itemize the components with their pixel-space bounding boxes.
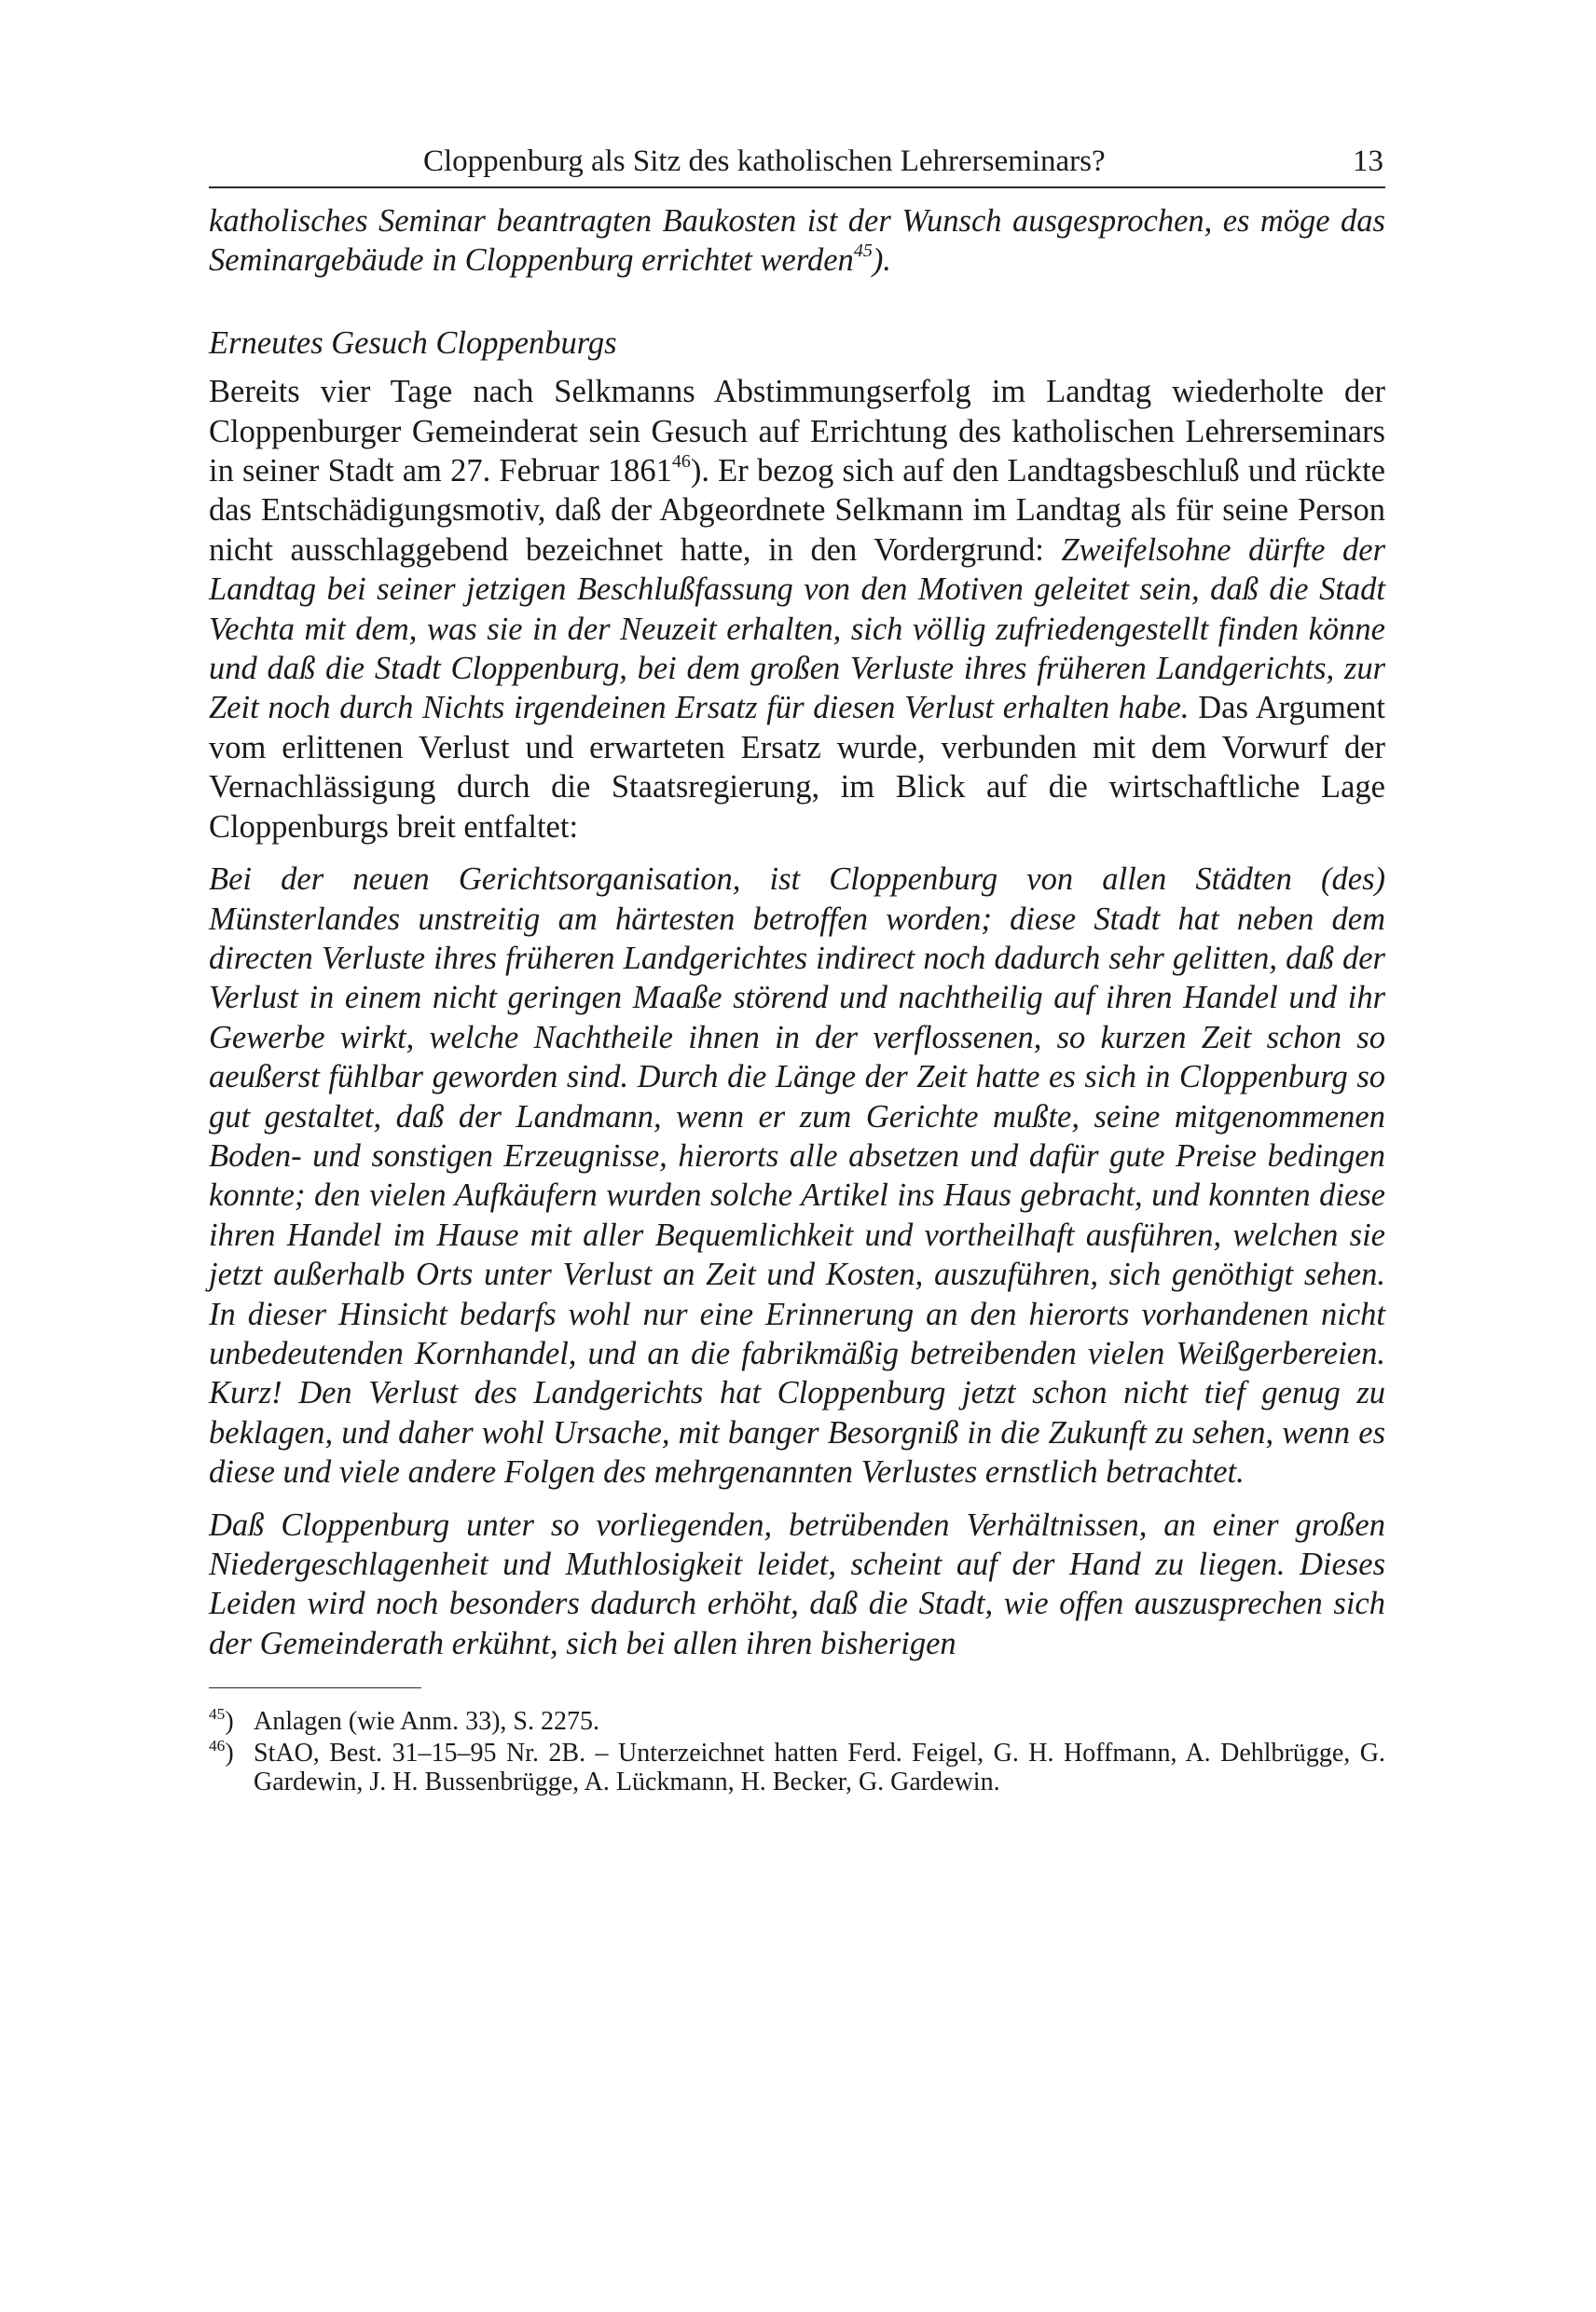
footnote-divider (209, 1687, 421, 1688)
paragraph-continuation (209, 201, 1385, 281)
footnote-number-paren: ) (225, 1739, 234, 1768)
document-page (209, 140, 1385, 1796)
footnote-number-paren: ) (225, 1707, 234, 1737)
inline-quote: Zweifelsohne dürfte der Landtag bei seiner jetzigen Beschlußfassung von den Motiven geleitet sein, daß die Stadt Vechta mit dem, was sie in der Neuzeit erhalten, sich völlig zufriedengestellt finden könne und daß die Stadt Cloppenburg, bei dem großen Verluste ihres früheren Landgerichts, zur Zeit noch durch Nichts irgendeinen Ersatz für diesen Verlust erhalten habe. (209, 531, 1386, 726)
section-subheading: Erneutes Gesuch Cloppenburgs (209, 324, 617, 361)
footnote-45 (209, 1707, 1385, 1739)
paragraph-continuation-text: katholisches Seminar beantragten Baukosten ist der Wunsch ausgesprochen, es möge das Seminargebäude in Cloppenburg errichtet werden (209, 203, 1385, 279)
paragraph-main-text-c: Das Argument vom erlittenen Verlust und erwarteten Ersatz wurde, verbunden mit dem Vorwurf der Vernachlässigung durch die Staatsregierung, im Blick auf die wirtschaftliche Lage Cloppenburgs breit entfaltet: (209, 690, 1385, 845)
paragraph-main (209, 372, 1385, 846)
footnote-46 (209, 1739, 1385, 1796)
block-quote-1: Bei der neuen Gerichtsorganisation, ist Cloppenburg von allen Städten (des) Münsterlandes unstreitig am härtesten betroffen worden; diese Stadt hat neben dem directen Verluste ihres früheren Landgerichtes indirect noch dadurch sehr gelitten, daß der Verlust in einem nicht geringen Maaße störend und nachtheilig auf ihren Handel und ihr Gewerbe wirkt, welche Nachtheile ihnen in der verflossenen, so kurzen Zeit schon so aeußerst fühlbar geworden sind. Durch die Länge der Zeit hatte es sich in Cloppenburg so gut gestaltet, daß der Landmann, wenn er zum Gerichte mußte, seine mitgenommenen Boden- und sonstigen Erzeugnisse, hierorts alle absetzen und dafür gute Preise bedingen konnte; den vielen Aufkäufern wurden solche Artikel ins Haus gebracht, und konnten diese ihren Handel im Hause mit aller Bequemlichkeit und vortheilhaft ausführen, welchen sie jetzt außerhalb Orts unter Verlust an Zeit und Kosten, auszuführen, sich genöthigt sehen. In dieser Hinsicht bedarfs wohl nur eine Erinnerung an den hierorts vorhandenen nicht unbedeutenden Kornhandel, und an die fabrikmäßig betreibenden vielen Weißgerbereien. Kurz! Den Verlust des Landgerichts hat Cloppenburg jetzt schon nicht tief genug zu beklagen, und daher wohl Ursache, mit banger Besorgniß in die Zukunft zu sehen, wenn es diese und viele andere Folgen des mehrgenannten Verlustes ernstlich betrachtet. (209, 861, 1385, 1491)
running-title: Cloppenburg als Sitz des katholischen Lehrerseminars? (423, 144, 1106, 178)
block-quote-2: Daß Cloppenburg unter so vorliegenden, betrübenden Verhältnissen, an einer großen Niedergeschlagenheit und Muthlosigkeit leidet, scheint auf der Hand zu liegen. Dieses Leiden wird noch besonders dadurch erhöht, daß die Stadt, wie offen auszusprechen sich der Gemeinderath erkühnt, sich bei allen ihren bisherigen (209, 1507, 1385, 1661)
footnote-ref-46[interactable]: 46 (671, 451, 691, 473)
footnote-number (209, 1739, 254, 1796)
footnote-number (209, 1707, 254, 1739)
paragraph-continuation-tail: ). (872, 242, 891, 279)
footnotes (209, 1707, 1385, 1796)
page-number: 13 (1353, 144, 1383, 178)
footnote-text: Anlagen (wie Anm. 33), S. 2275. (254, 1707, 599, 1737)
footnote-text: StAO, Best. 31–15–95 Nr. 2B. – Unterzeichnet hatten Ferd. Feigel, G. H. Hoffmann, A. Dehlbrügge, G. Gardewin, J. H. Bussenbrügge, A. Lückmann, H. Becker, G. Gardewin. (254, 1739, 1385, 1797)
footnote-number-digits: 45 (209, 1705, 226, 1724)
paragraph-main-text-a: Bereits vier Tage nach Selkmanns Abstimmungserfolg im Landtag wiederholte der Cloppenburger Gemeinderat sein Gesuch auf Errichtung des katholischen Lehrerseminars in seiner Stadt am 27. Februar 1861 (209, 374, 1385, 489)
footnote-number-digits: 46 (209, 1737, 226, 1755)
body-text (209, 201, 1385, 1663)
paragraph-main-text-b: ). Er bezog sich auf den Landtagsbeschluß und rückte das Entschädigungsmotiv, daß der Abgeordnete Selkmann im Landtag als für seine Person nicht ausschlaggebend bezeichnet hatte, in den Vordergrund: (209, 453, 1385, 568)
footnote-ref-45[interactable]: 45 (853, 241, 873, 262)
running-header (209, 140, 1385, 188)
